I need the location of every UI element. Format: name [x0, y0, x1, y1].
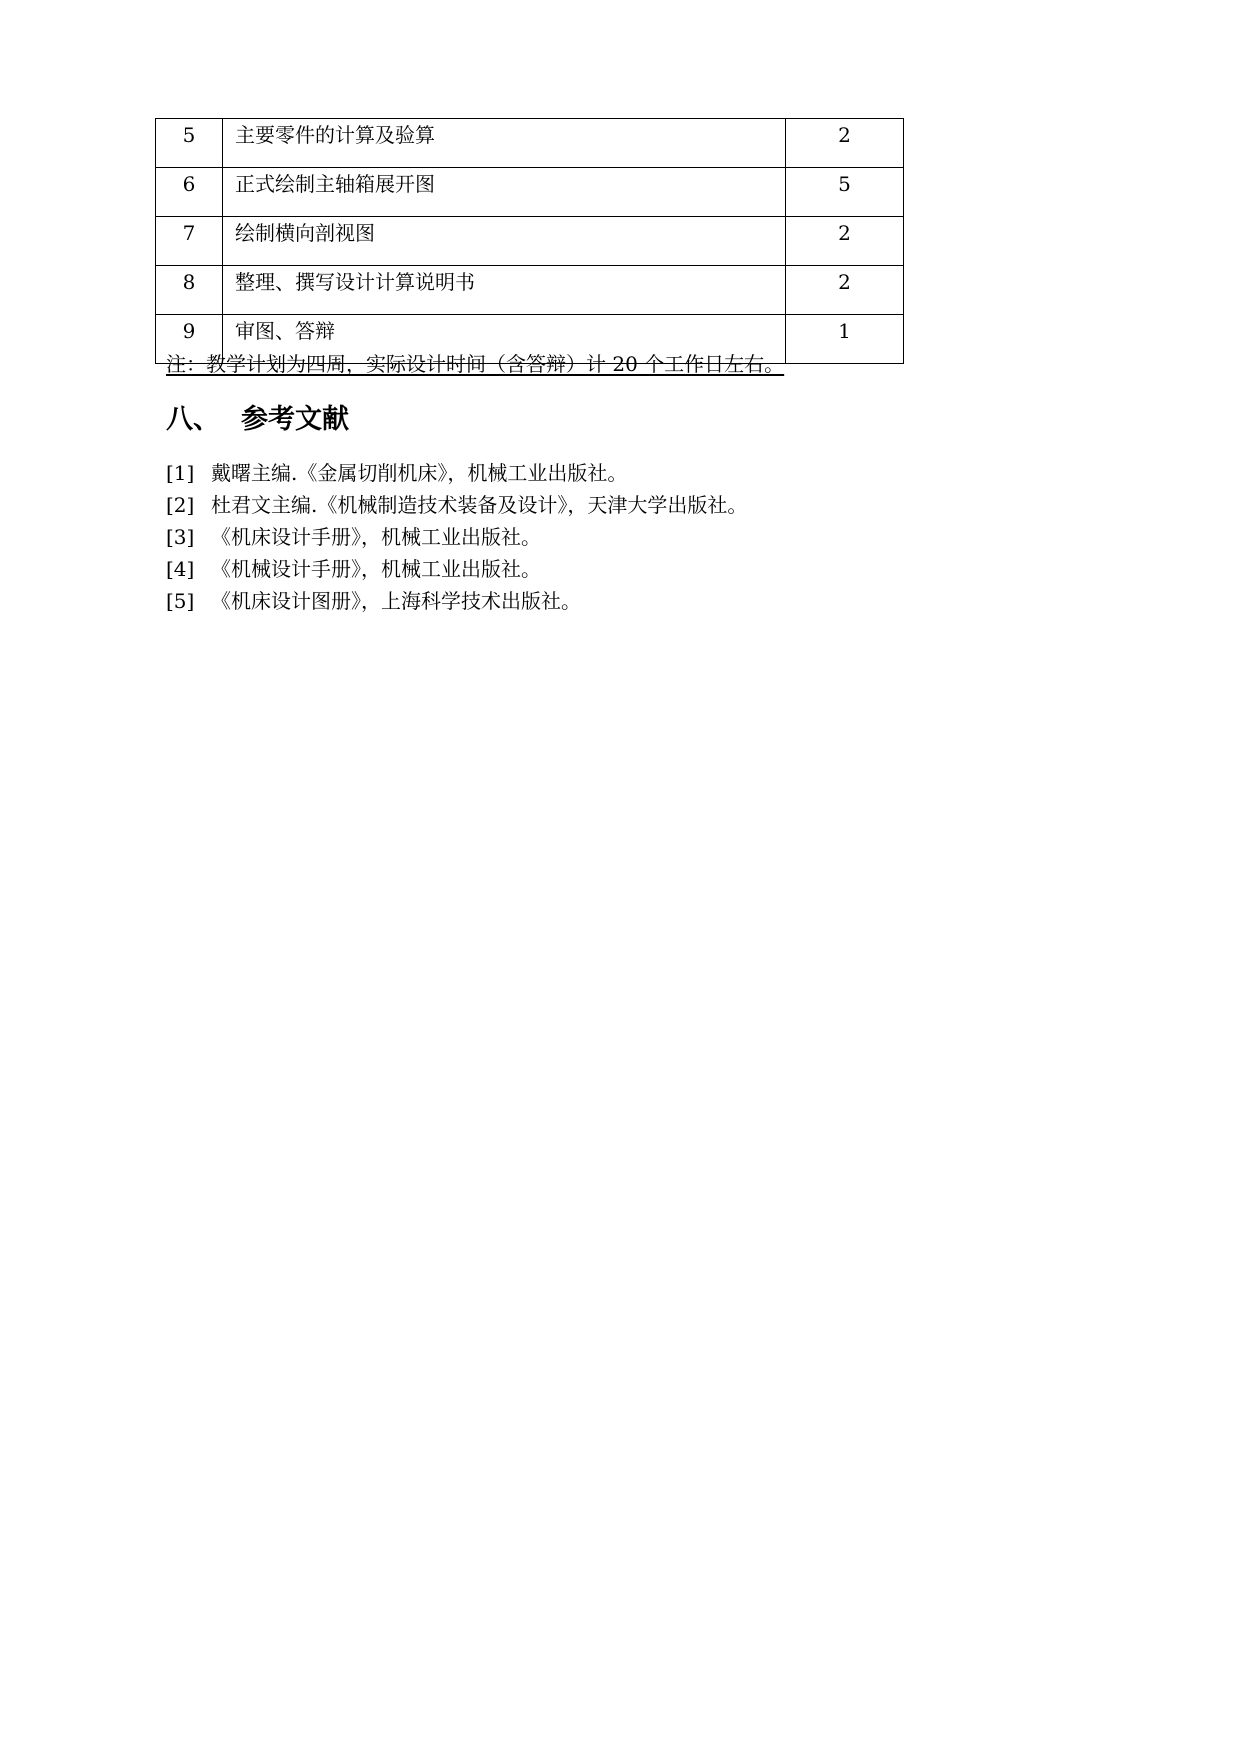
task-cell: 整理、撰写设计计算说明书: [223, 266, 786, 315]
days-cell: 2: [786, 266, 904, 315]
reference-text: 杜君文主编.《机械制造技术装备及设计》，天津大学出版社。: [211, 493, 748, 517]
task-cell: 正式绘制主轴箱展开图: [223, 168, 786, 217]
reference-item: [166, 585, 747, 617]
days-cell: 5: [786, 168, 904, 217]
reference-item: [166, 489, 747, 521]
reference-text: 《机床设计图册》，上海科学技术出版社。: [211, 589, 581, 613]
reference-index: [2]: [166, 493, 195, 517]
section-title: 参考文献: [241, 404, 349, 435]
reference-item: [166, 521, 747, 553]
table-row: [156, 168, 904, 217]
reference-text: 《机械设计手册》，机械工业出版社。: [211, 557, 541, 581]
reference-text: 《机床设计手册》，机械工业出版社。: [211, 525, 541, 549]
schedule-note: 注：教学计划为四周，实际设计时间（含答辩）计 20 个工作日左右。: [166, 352, 785, 376]
reference-index: [5]: [166, 589, 195, 613]
row-number-cell: 6: [156, 168, 223, 217]
row-number-cell: 9: [156, 315, 223, 364]
days-cell: 2: [786, 217, 904, 266]
task-cell: 主要零件的计算及验算: [223, 119, 786, 168]
reference-index: [1]: [166, 461, 195, 485]
table-row: [156, 266, 904, 315]
schedule-table: [155, 118, 904, 364]
section-number: 八、: [166, 404, 220, 435]
task-cell: 审图、答辩: [223, 315, 786, 364]
reference-index: [4]: [166, 557, 195, 581]
reference-item: [166, 553, 747, 585]
row-number-cell: 7: [156, 217, 223, 266]
row-number-cell: 8: [156, 266, 223, 315]
reference-item: [166, 457, 747, 489]
reference-list: [166, 457, 747, 617]
table-row: [156, 119, 904, 168]
section-heading: [166, 403, 349, 437]
days-cell: 1: [786, 315, 904, 364]
table-row: [156, 217, 904, 266]
reference-index: [3]: [166, 525, 195, 549]
days-cell: 2: [786, 119, 904, 168]
reference-text: 戴曙主编.《金属切削机床》，机械工业出版社。: [211, 461, 628, 485]
row-number-cell: 5: [156, 119, 223, 168]
task-cell: 绘制横向剖视图: [223, 217, 786, 266]
